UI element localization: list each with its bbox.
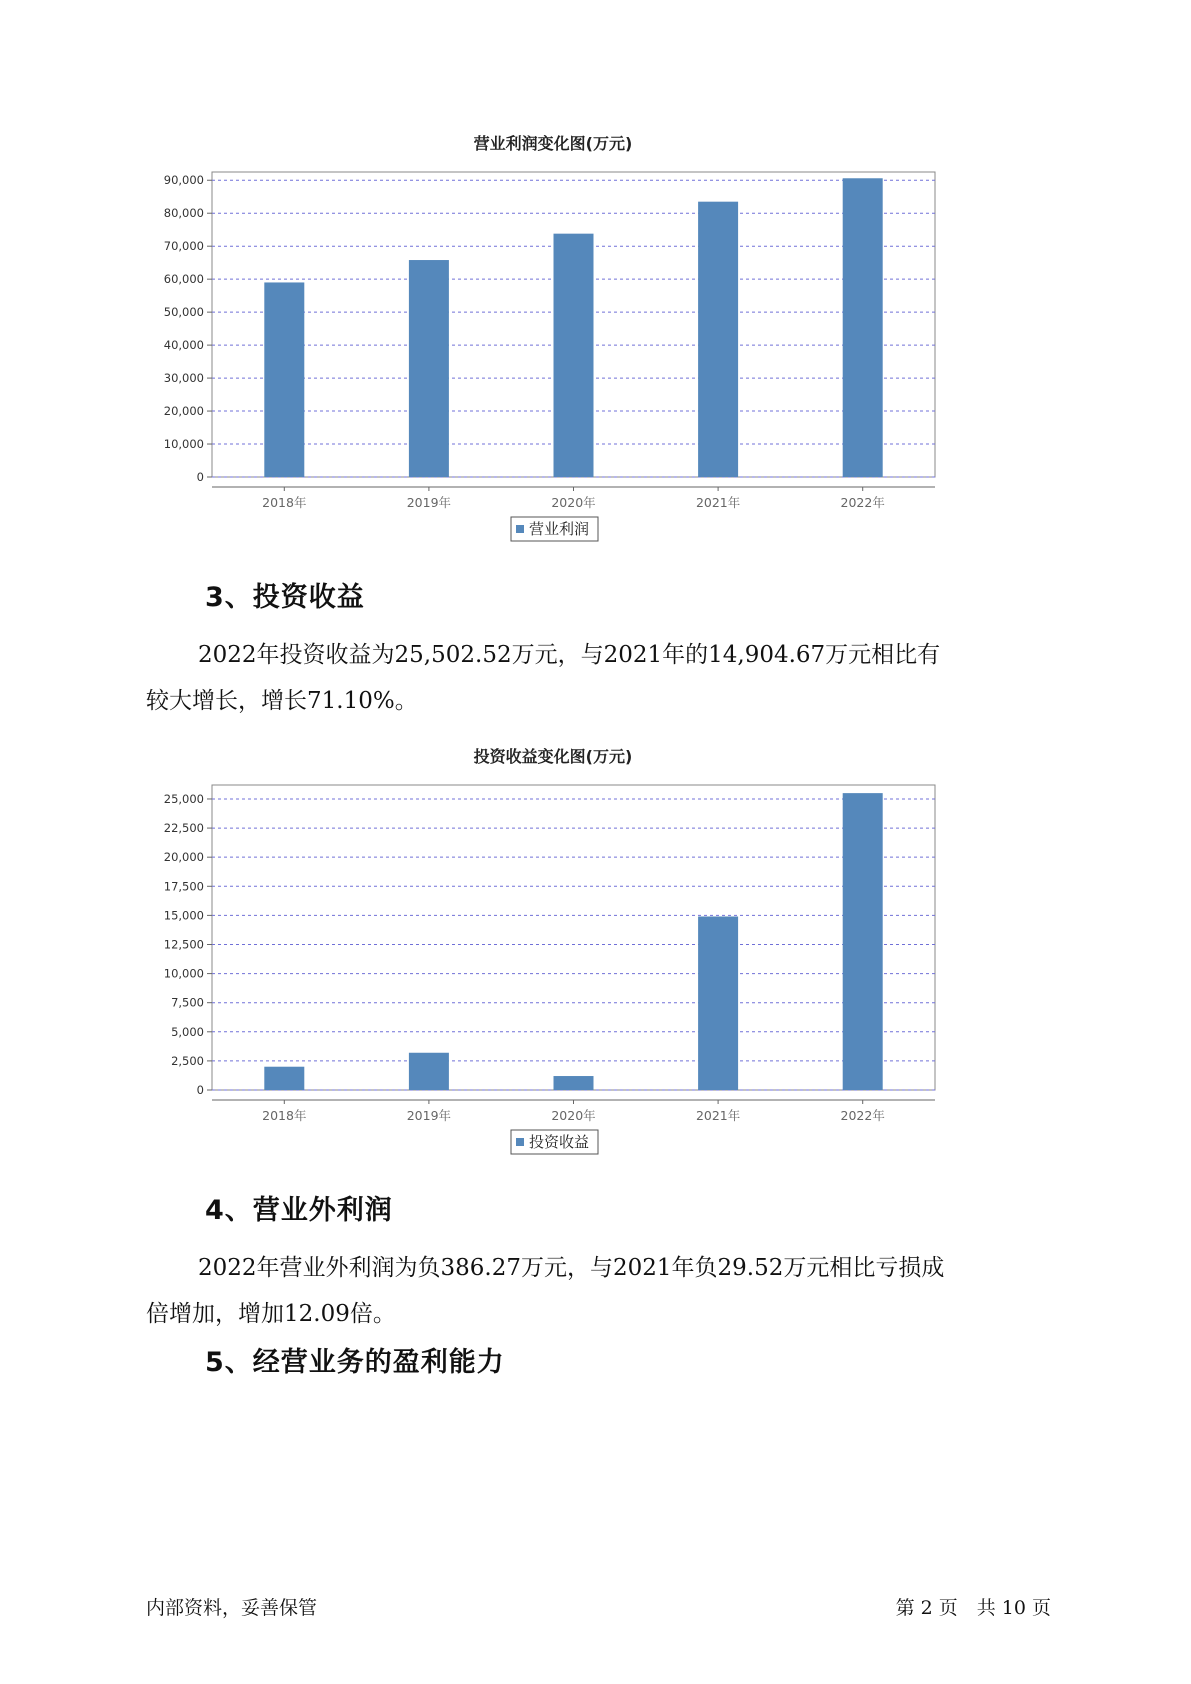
y-tick-label: 90,000 — [163, 173, 204, 188]
y-tick-label: 50,000 — [163, 305, 204, 320]
bar-2020年 — [554, 234, 594, 477]
legend-label: 投资收益 — [529, 1133, 590, 1151]
y-tick-label: 10,000 — [163, 437, 204, 452]
section-4-line1: 2022年营业外利润为负386.27万元，与2021年负29.52万元相比亏损成 — [198, 1255, 945, 1281]
y-tick-label: 20,000 — [163, 850, 204, 865]
operating-profit-chart-svg — [150, 125, 1030, 555]
bar-2022年 — [843, 178, 883, 477]
chart-title: 投资收益变化图(万元) — [473, 747, 633, 766]
legend-swatch — [516, 525, 524, 533]
y-tick-label: 30,000 — [163, 371, 204, 386]
footer-page-number: 第 2 页 共 10 页 — [895, 1597, 1051, 1619]
y-tick-label: 22,500 — [163, 821, 204, 836]
section-3-line2: 较大增长，增长71.10%。 — [146, 688, 418, 714]
x-tick-label: 2021年 — [695, 495, 741, 510]
y-tick-label: 5,000 — [171, 1024, 204, 1039]
x-tick-label: 2022年 — [840, 1108, 885, 1123]
chart-title: 营业利润变化图(万元) — [473, 134, 633, 153]
section-3-heading: 3、投资收益 — [205, 582, 365, 613]
y-tick-label: 40,000 — [163, 338, 204, 353]
y-tick-label: 15,000 — [163, 908, 204, 923]
section-3-line1: 2022年投资收益为25,502.52万元，与2021年的14,904.67万元相比有 — [198, 642, 941, 668]
y-tick-label: 25,000 — [163, 791, 204, 806]
y-tick-label: 17,500 — [163, 879, 204, 894]
x-tick-label: 2019年 — [406, 1108, 452, 1123]
y-tick-label: 10,000 — [163, 966, 204, 981]
bar-2021年 — [698, 202, 738, 477]
x-tick-label: 2020年 — [551, 1108, 596, 1123]
y-tick-label: 80,000 — [163, 206, 204, 221]
section-3-paragraph — [146, 632, 1066, 724]
y-tick-label: 70,000 — [163, 239, 204, 254]
bar-2021年 — [698, 916, 738, 1090]
y-tick-label: 2,500 — [171, 1053, 204, 1068]
section-4-paragraph — [146, 1245, 1066, 1337]
legend-label: 营业利润 — [529, 520, 590, 538]
bar-2019年 — [409, 1053, 449, 1090]
bar-2020年 — [554, 1076, 594, 1090]
legend-swatch — [516, 1138, 524, 1146]
bar-2018年 — [264, 1067, 304, 1090]
operating-profit-chart — [150, 125, 1030, 555]
y-tick-label: 60,000 — [163, 272, 204, 287]
y-tick-label: 12,500 — [163, 937, 204, 952]
y-tick-label: 7,500 — [171, 995, 204, 1010]
y-tick-label: 20,000 — [163, 404, 204, 419]
plot-area — [212, 785, 935, 1090]
footer-confidential-note: 内部资料，妥善保管 — [146, 1597, 318, 1619]
x-tick-label: 2018年 — [262, 1108, 307, 1123]
bar-2022年 — [843, 793, 883, 1090]
investment-income-chart-svg — [150, 738, 1030, 1168]
x-tick-label: 2021年 — [695, 1108, 741, 1123]
x-tick-label: 2020年 — [551, 495, 596, 510]
section-4-heading: 4、营业外利润 — [205, 1195, 393, 1226]
x-tick-label: 2022年 — [840, 495, 885, 510]
x-tick-label: 2019年 — [406, 495, 452, 510]
section-4-line2: 倍增加，增加12.09倍。 — [146, 1301, 396, 1327]
bar-2018年 — [264, 282, 304, 477]
bar-2019年 — [409, 260, 449, 477]
section-5-heading: 5、经营业务的盈利能力 — [205, 1347, 505, 1378]
investment-income-chart — [150, 738, 1030, 1168]
x-tick-label: 2018年 — [262, 495, 307, 510]
y-tick-label: 0 — [196, 1083, 204, 1097]
y-tick-label: 0 — [196, 470, 204, 484]
